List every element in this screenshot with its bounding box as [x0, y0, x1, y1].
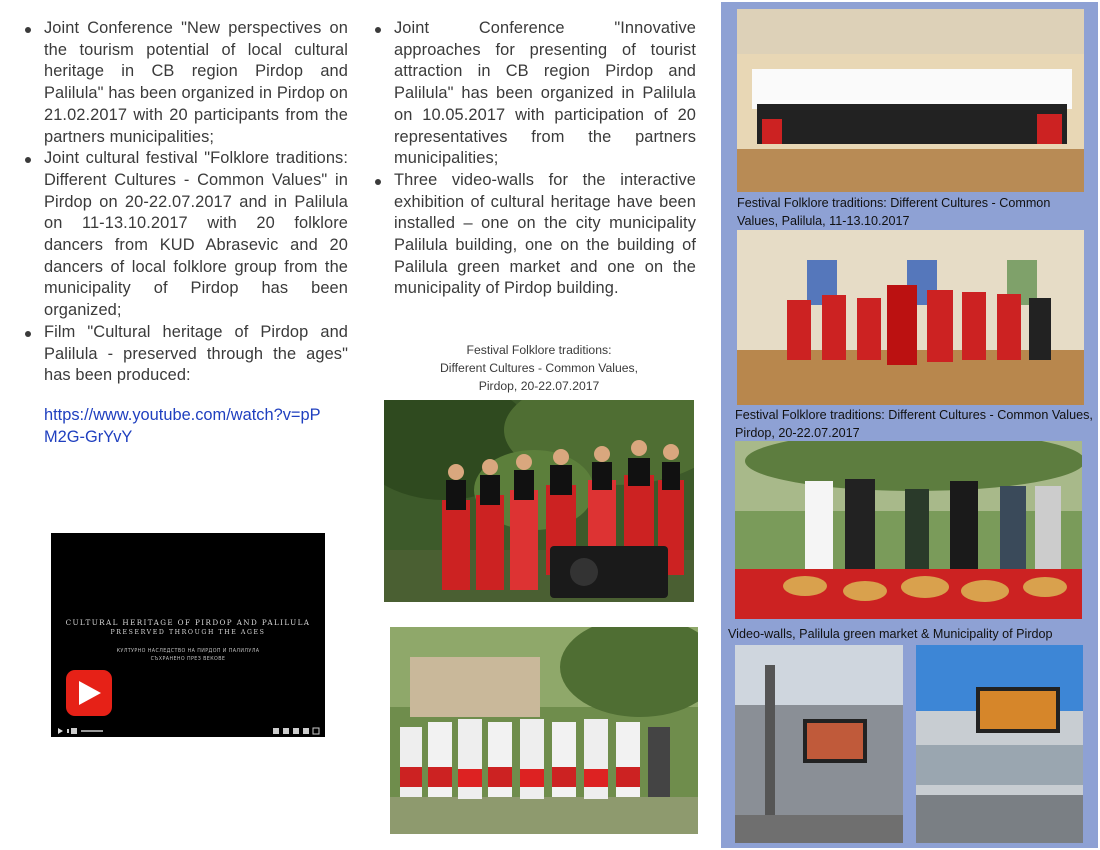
photo-caption: Festival Folklore traditions: Different Cultures - Common Values, Pirdop, 20-22.07.2017: [735, 408, 1093, 440]
middle-bullet-list: [372, 18, 696, 300]
middle-column: [372, 18, 696, 300]
video-title: CULTURAL HERITAGE OF PIRDOP AND PALILULA: [65, 618, 311, 627]
photo-palilula-group: [737, 9, 1084, 192]
bullet-dot: [375, 27, 381, 33]
video-subtitle: КУЛТУРНО НАСЛЕДСТВО НА ПИРДОП И ПАЛИЛУЛА: [116, 649, 260, 654]
list-item: [22, 18, 348, 148]
youtube-play-button[interactable]: [66, 670, 112, 716]
video-subtitle-sub: СЪХРАНЕНО ПРЕЗ ВЕКОВЕ: [150, 657, 226, 662]
bullet-text: Three video-walls for the interactive exhibition of cultural heritage have been installed – one on the city municipality Palilula building, one on the building of Palilula green market and one on the municipality of Pirdop building.: [394, 170, 696, 298]
caption-line: Festival Folklore traditions:: [466, 343, 612, 357]
youtube-link[interactable]: https://www.youtube.com/watch?v=pPM2G-GrYvY: [44, 405, 321, 446]
caption-line: Pirdop, 20-22.07.2017: [478, 379, 600, 393]
photo-palilula-dancers: [390, 627, 698, 834]
video-thumbnail[interactable]: [51, 533, 325, 737]
video-controls-bar[interactable]: [51, 725, 325, 737]
photo-videowall-pirdop: [916, 645, 1083, 843]
bullet-text: Joint Conference "Innovative approaches for presenting of tourist attraction in CB region Pirdop and Palilula" has been organized in Palilula on 10.05.2017 with participation of 20 representatives from the partners municipalities;: [394, 19, 696, 168]
bullet-text: Film "Cultural heritage of Pirdop and Palilula - preserved through the ages" has been produced:: [44, 322, 348, 385]
list-item: [22, 148, 348, 322]
photo-caption: Video-walls, Palilula green market & Municipality of Pirdop: [728, 627, 1053, 641]
play-icon: [79, 681, 101, 705]
list-item: [22, 322, 348, 387]
list-item: [372, 18, 696, 170]
bullet-text: Joint Conference "New perspectives on the tourism potential of local cultural heritage in CB region Pirdop and Palilula" has been organized in Pirdop on 21.02.2017 with 20 participants from the partners municipalities;: [44, 19, 348, 146]
caption-line: Different Cultures - Common Values,: [439, 361, 638, 375]
left-column: [22, 18, 348, 448]
bullet-dot: [375, 179, 381, 185]
bullet-dot: [25, 331, 31, 337]
photo-food-table: [735, 441, 1082, 619]
video-title-sub: PRESERVED THROUGH THE AGES: [110, 629, 266, 636]
photo-caption: [372, 341, 706, 395]
list-item: [372, 170, 696, 300]
photo-videowall-market: [735, 645, 903, 843]
photo-caption: Festival Folklore traditions: Different Cultures - Common Values, Palilula, 11-13.10.2017: [737, 196, 1051, 228]
bullet-dot: [25, 157, 31, 163]
photo-pirdop-dancers: [384, 400, 694, 602]
bullet-dot: [25, 27, 31, 33]
bullet-text: Joint cultural festival "Folklore traditions: Different Cultures - Common Values" in Pirdop on 20-22.07.2017 and in Palilula on 11-13.10.2017 with 20 folklore dancers from KUD Abrasevic and 20 dancers of local folklore group from the municipality of Pirdop has been organized;: [44, 149, 348, 320]
photo-pirdop-hall-dancers: [737, 230, 1084, 405]
left-bullet-list: [22, 18, 348, 387]
right-photo-panel: [721, 2, 1098, 848]
